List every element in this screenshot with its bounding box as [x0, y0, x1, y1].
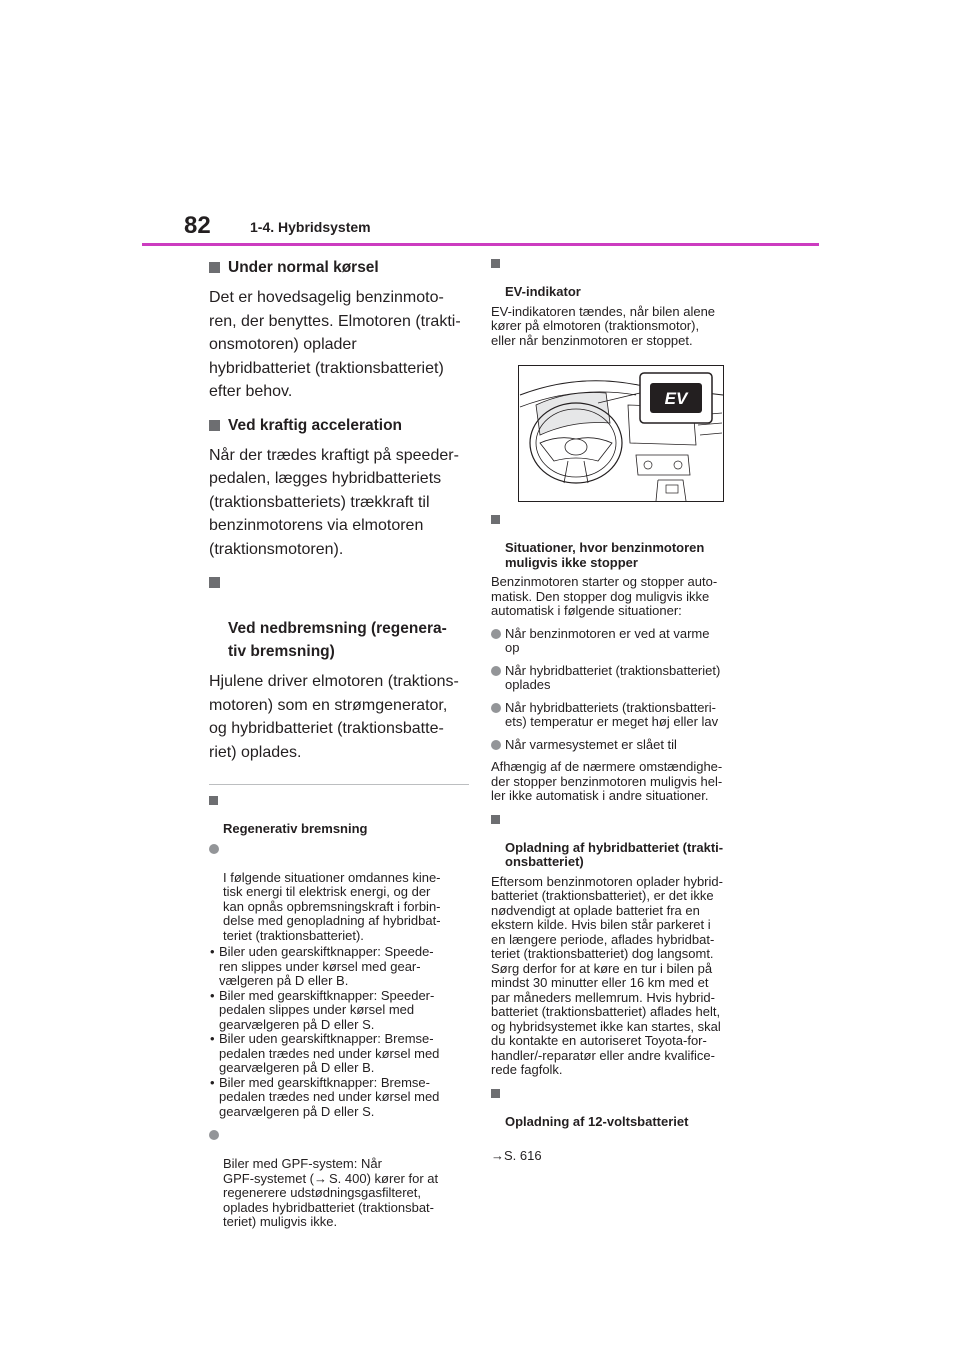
list-item-text: Når hybridbatteriets (traktionsbatteri- ets) temperatur er meget høj eller lav — [505, 699, 719, 729]
sub-list — [209, 945, 469, 1119]
sub-item-text: Biler uden gearskiftknapper: Bremse- pedalen trædes ned under kørsel med gearvælgeren på D eller B. — [219, 1031, 440, 1075]
heading-regenerative — [209, 571, 469, 663]
heading-hybrid-battery-charging — [491, 812, 753, 870]
header-rule — [142, 243, 819, 246]
heading-text: Opladning af 12-voltsbatteriet — [505, 1113, 689, 1129]
heading-regen-braking — [209, 793, 469, 837]
heading-text: Regenerativ bremsning — [223, 821, 368, 836]
circle-bullet-icon — [491, 703, 501, 713]
square-bullet-icon — [209, 262, 220, 273]
heading-12v-battery-charging — [491, 1086, 753, 1130]
right-arrow-icon: → — [314, 1170, 328, 1186]
page-reference — [491, 1134, 753, 1163]
page-reference-link[interactable]: S. 400 — [329, 1170, 367, 1186]
sub-list-item — [209, 945, 469, 989]
heading-acceleration — [209, 414, 469, 437]
paragraph-hybrid-battery-charging: Eftersom benzinmotoren oplader hybrid- batteriet (traktionsbatteriet), er det ikke nødvendigt at oplade batteriet fra en ekstern kilde. Hvis bilen står parkeret i en længere periode, aflades hybridbat- teriet (traktionsbatteriet) dog langsomt. Sørg derfor for at køre en tur i bilen på mindst 30 minutter eller 16 km med et par måneders mellemrum. Hvis hybrid- batteriet (traktionsbatteriet) aflades helt, og hybridsystemet ikke kan startes, skal du kontakte en autoriseret Toyota-for- handler/-reparatør eller andre kvalifice- rede fagfolk. — [491, 873, 723, 1077]
list-item-text: I følgende situationer omdannes kine- tisk energi til elektrisk energi, og der kan opnås opbremsningskraft i forbin- delse med genopladning af hybridbat- teriet (traktionsbatteriet). — [223, 869, 441, 943]
list-item-text: Biler med GPF-system: Når GPF-systemet ( — [223, 1156, 382, 1186]
list-item — [491, 664, 753, 693]
dot-marker-icon: • — [210, 944, 215, 959]
list-item — [491, 738, 753, 753]
section-title: 1-4. Hybridsystem — [250, 219, 371, 235]
square-bullet-icon — [491, 515, 500, 524]
section-divider — [209, 784, 469, 785]
heading-text: Ved nedbremsning (regenera- tiv bremsning) — [228, 620, 447, 660]
dot-marker-icon: • — [210, 1074, 215, 1090]
right-arrow-icon: → — [491, 1147, 504, 1163]
list-item — [209, 1128, 469, 1230]
heading-text: Ved kraftig acceleration — [228, 416, 403, 434]
square-bullet-icon — [491, 259, 500, 268]
paragraph-engine-not-stop: Benzinmotoren starter og stopper auto- matisk. Den stopper dog muligvis ikke automatisk i følgende situationer: — [491, 574, 718, 618]
circle-bullet-icon — [491, 666, 501, 676]
square-bullet-icon — [491, 1089, 500, 1098]
square-bullet-icon — [209, 420, 220, 431]
left-column — [209, 256, 469, 1238]
sub-item-text: Biler med gearskiftknapper: Speeder- pedalen slippes under kørsel med gearvælgeren på D eller S. — [219, 987, 435, 1032]
dashboard-drawing — [518, 365, 724, 502]
sub-list-item — [209, 989, 469, 1033]
heading-ev-indicator — [491, 256, 753, 300]
ev-icon-label: EV — [664, 389, 688, 408]
sub-item-text: Biler uden gearskiftknapper: Speede- ren slippes under kørsel med gear- vælgeren på D eller B. — [219, 944, 434, 988]
paragraph-other-situations: Afhængig af de nærmere omstændighe- der stopper benzinmotoren muligvis hel- ler ikke automatisk i andre situationer. — [491, 759, 723, 803]
right-column — [491, 256, 753, 1171]
heading-normal-driving — [209, 256, 469, 279]
paragraph-regenerative: Hjulene driver elmotoren (traktions- motoren) som en strømgenerator, og hybridbatteriet (traktionsbatte- riet) oplades. — [209, 673, 459, 761]
sub-list-item — [209, 1032, 469, 1076]
circle-bullet-icon — [491, 740, 501, 750]
list-item — [209, 842, 469, 944]
paragraph-acceleration: Når der trædes kraftigt på speeder- pedalen, lægges hybridbatteriets (traktionsbatteriets) trækkraft til benzinmotorens via elmotoren (traktionsmotoren). — [209, 446, 459, 558]
paragraph-ev-indicator: EV-indikatoren tændes, når bilen alene kører på elmotoren (traktionsmotor), eller når benzinmotoren er stoppet. — [491, 303, 716, 348]
page-reference-link[interactable]: S. 616 — [504, 1147, 542, 1163]
list-item-text: ) kører for at regenerere udstødningsgasfilteret, oplades hybridbatteriet (traktionsbat- teriet) muligvis ikke. — [223, 1170, 439, 1229]
heading-engine-not-stop — [491, 512, 753, 570]
page-number: 82 — [184, 212, 211, 239]
list-item — [491, 627, 753, 656]
list-item-text: Når benzinmotoren er ved at varme op — [505, 625, 710, 655]
dot-marker-icon: • — [210, 987, 215, 1003]
heading-text: Situationer, hvor benzinmotoren muligvis ikke stopper — [505, 540, 705, 570]
sub-item-text: Biler med gearskiftknapper: Bremse- pedalen trædes ned under kørsel med gearvælgeren på D eller S. — [219, 1074, 440, 1119]
heading-text: EV-indikator — [505, 284, 581, 299]
list-item-text: Når varmesystemet er slået til — [505, 736, 677, 752]
sub-list-item — [209, 1076, 469, 1120]
heading-text: Opladning af hybridbatteriet (trakti- onsbatteriet) — [505, 839, 724, 869]
square-bullet-icon — [209, 577, 220, 588]
dashboard-illustration — [518, 365, 724, 502]
circle-bullet-icon — [491, 629, 501, 639]
list-item — [491, 701, 753, 730]
square-bullet-icon — [209, 796, 218, 805]
heading-text: Under normal kørsel — [228, 259, 379, 276]
list-item-text: Når hybridbatteriet (traktionsbatteriet) oplades — [505, 662, 721, 692]
circle-bullet-icon — [209, 1130, 219, 1140]
square-bullet-icon — [491, 815, 500, 824]
paragraph-normal-driving: Det er hovedsagelig benzinmoto- ren, der benyttes. Elmotoren (trakti- onsmotoren) oplader hybridbatteriet (traktionsbatteriet) efter behov. — [209, 289, 461, 400]
circle-bullet-icon — [209, 844, 219, 854]
dot-marker-icon: • — [210, 1031, 215, 1046]
